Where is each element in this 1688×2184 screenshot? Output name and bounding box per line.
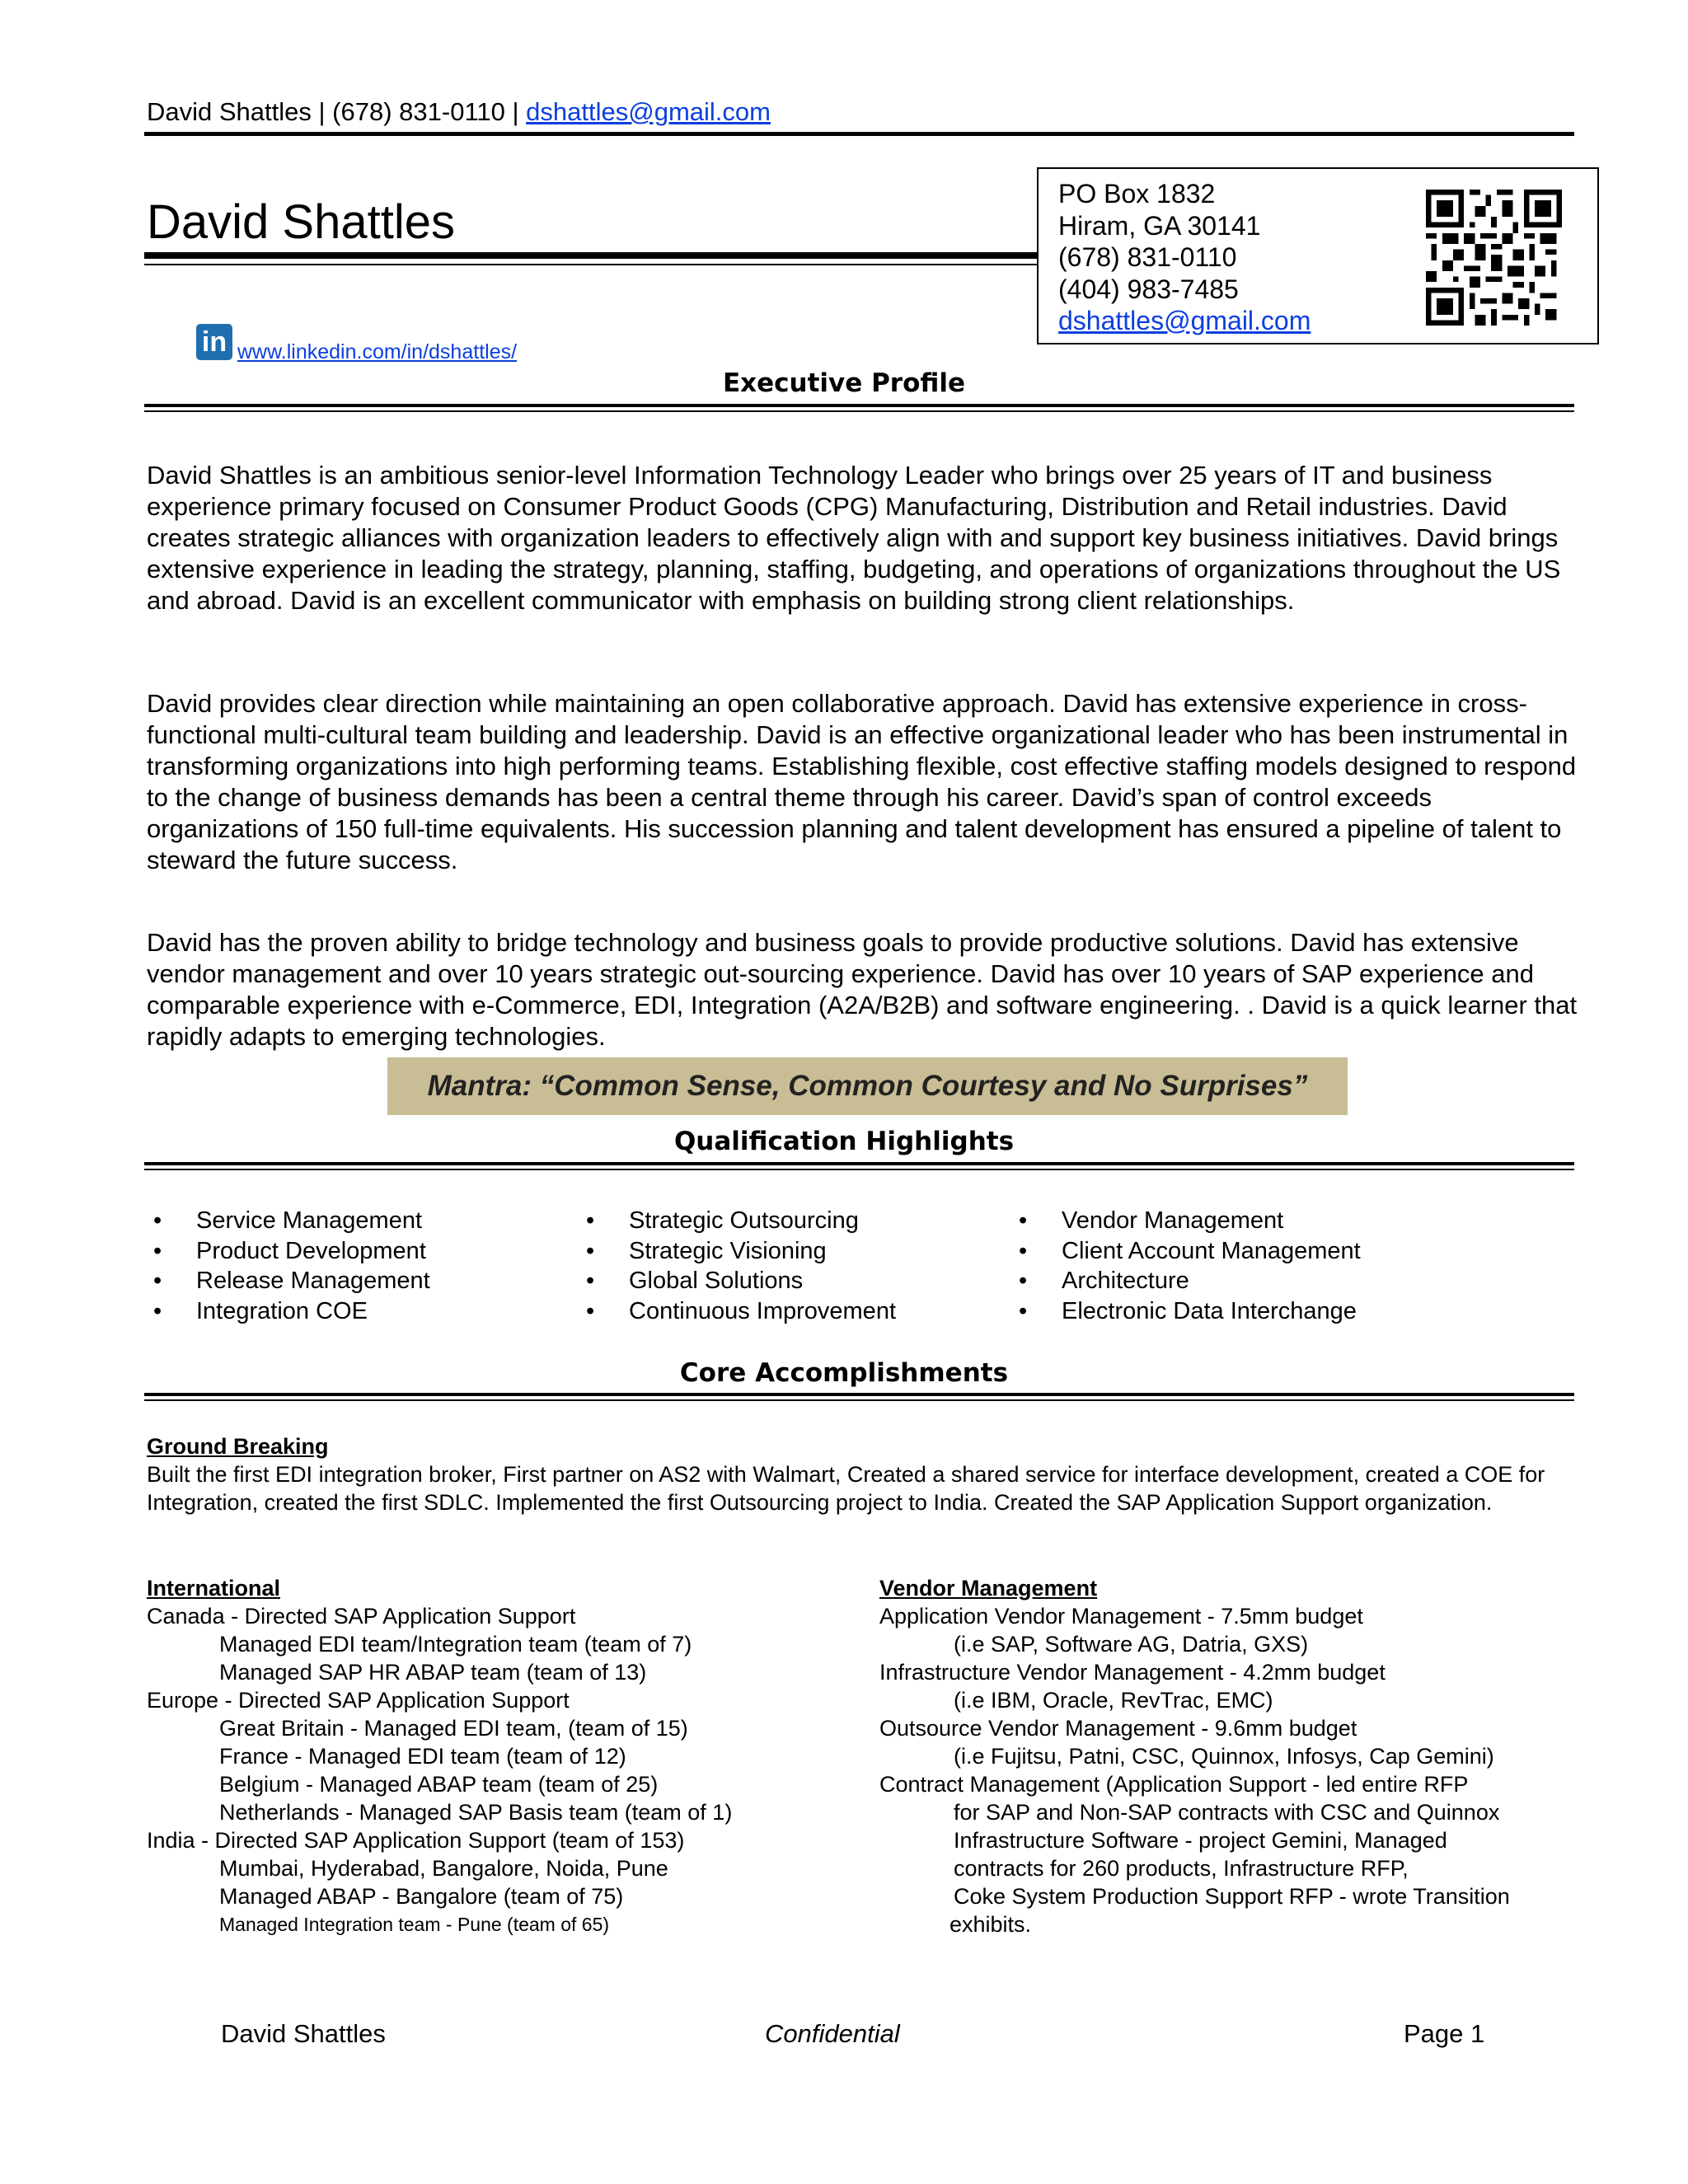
contact-phone-line: (404) 983-7485 (1058, 274, 1239, 304)
vendor-line: Infrastructure Vendor Management - 4.2mm budget (879, 1660, 1386, 1685)
section-rule (144, 1162, 1574, 1165)
profile-paragraph-1: David Shattles is an ambitious senior-level Information Technology Leader who brings over 25 years of IT and business experience primary focused on Consumer Product Goods (CPG) Manufacturing, Distribution and Retail industries. David creates strategic alliances with organization leaders to effectively align with and support key business initiatives. David brings extensive experience in leading the strategy, planning, staffing, budgeting, and operations of organizations throughout the US and abroad. David is an excellent communicator with emphasis on building strong client relationships. (147, 461, 1561, 615)
vendor-line: contracts for 260 products, Infrastructure RFP, (954, 1856, 1409, 1881)
international-block (147, 1574, 732, 1938)
linkedin-link[interactable]: www.linkedin.com/in/dshattles/ (237, 340, 518, 363)
vendor-line: Contract Management (Application Support - led entire RFP (879, 1772, 1469, 1797)
contact-city-line: Hiram, GA 30141 (1058, 210, 1261, 241)
international-line: Belgium - Managed ABAP team (team of 25) (219, 1772, 659, 1797)
vendor-line: (i.e SAP, Software AG, Datria, GXS) (954, 1632, 1309, 1657)
international-line: Managed SAP HR ABAP team (team of 13) (219, 1660, 647, 1685)
qualification-item: • Client Account Management (1012, 1236, 1361, 1267)
qualification-item: • Architecture (1012, 1266, 1361, 1296)
vendor-line: Outsource Vendor Management - 9.6mm budget (879, 1716, 1357, 1741)
footer-name: David Shattles (221, 2019, 386, 2048)
international-line: Managed ABAP - Bangalore (team of 75) (219, 1884, 624, 1909)
qualification-item: • Integration COE (147, 1296, 430, 1327)
qualification-item: • Strategic Outsourcing (579, 1206, 896, 1236)
linkedin-icon[interactable]: in (196, 324, 232, 360)
section-title-core-accomplishments: Core Accomplishments (679, 1358, 1009, 1388)
international-line: France - Managed EDI team (team of 12) (219, 1744, 626, 1769)
header-name: David Shattles (147, 97, 312, 126)
section-title-qualification-highlights: Qualification Highlights (673, 1127, 1015, 1156)
mantra-text: Mantra: “Common Sense, Common Courtesy and No Surprises” (427, 1070, 1308, 1102)
vendor-line: (i.e IBM, Oracle, RevTrac, EMC) (954, 1688, 1273, 1713)
vendor-line: Infrastructure Software - project Gemini, Managed (954, 1828, 1447, 1853)
vendor-line: exhibits. (950, 1912, 1032, 1937)
international-line: Mumbai, Hyderabad, Bangalore, Noida, Pune (219, 1856, 668, 1881)
contact-address-line: PO Box 1832 (1058, 179, 1216, 209)
qualification-item: • Strategic Visioning (579, 1236, 896, 1267)
qr-code-icon (1426, 190, 1562, 326)
vendor-line: Coke System Production Support RFP - wrote Transition (954, 1884, 1510, 1909)
resume-name-title: David Shattles (147, 195, 455, 249)
header-email-link[interactable]: dshattles@gmail.com (526, 97, 771, 126)
international-line: Europe - Directed SAP Application Support (147, 1688, 570, 1713)
vendor-line: for SAP and Non-SAP contracts with CSC and Quinnox (954, 1800, 1500, 1825)
profile-paragraph-2: David provides clear direction while maintaining an open collaborative approach. David has extensive experience in cross-functional multi-cultural team building and leadership. David is an effective organizational leader who has been instrumental in transforming organizations into high performing teams. Establishing flexible, cost effective staffing models designed to respond to the change of business demands has been a central theme through his career. David’s span of control exceeds organizations of 150 full-time equivalents. His succession planning and talent development has ensured a pipeline of talent to steward the future success. (147, 689, 1577, 874)
ground-breaking-block (147, 1432, 1581, 1516)
qualification-item: • Global Solutions (579, 1266, 896, 1296)
section-rule-thin (144, 1399, 1574, 1401)
contact-email-link[interactable]: dshattles@gmail.com (1058, 306, 1311, 335)
header-rule (144, 132, 1574, 136)
qualification-column-3 (1012, 1206, 1361, 1326)
name-rule-thick (144, 252, 1039, 259)
vendor-management-block (879, 1574, 1510, 1938)
international-line: India - Directed SAP Application Support (team of 153) (147, 1828, 685, 1853)
qualification-item: • Release Management (147, 1266, 430, 1296)
vendor-line: Application Vendor Management - 7.5mm budget (879, 1604, 1363, 1629)
contact-phone-line: (678) 831-0110 (1058, 242, 1237, 272)
name-rule-thin (144, 264, 1039, 265)
section-rule-thin (144, 410, 1574, 412)
international-line: Managed EDI team/Integration team (team of 7) (219, 1632, 692, 1657)
qualification-item: • Vendor Management (1012, 1206, 1361, 1236)
international-line: Netherlands - Managed SAP Basis team (team of 1) (219, 1800, 733, 1825)
qualification-item: • Product Development (147, 1236, 430, 1267)
international-line: Canada - Directed SAP Application Support (147, 1604, 576, 1629)
header-phone: (678) 831-0110 (332, 97, 505, 126)
footer-page-number: Page 1 (1404, 2019, 1485, 2048)
contact-details (1058, 178, 1311, 337)
qualification-column-1 (147, 1206, 430, 1326)
profile-paragraph-3: David has the proven ability to bridge technology and business goals to provide productive solutions. David has extensive vendor management and over 10 years strategic out-sourcing experience. David has over 10 years of SAP experience and comparable experience with e-Commerce, EDI, Integration (A2A/B2B) and software engineering. . David is a quick learner that rapidly adapts to emerging technologies. (147, 928, 1578, 1051)
section-rule (144, 1393, 1574, 1396)
header-separator: | (311, 97, 333, 126)
header-separator: | (504, 97, 527, 126)
ground-breaking-text: Built the first EDI integration broker, First partner on AS2 with Walmart, Created a shared service for interface development, created a COE for Integration, created the first SDLC. Implemented the first Outsourcing project to India. Created the SAP Application Support organization. (147, 1462, 1545, 1515)
top-header (147, 97, 771, 127)
international-line: Great Britain - Managed EDI team, (team of 15) (219, 1716, 688, 1741)
section-title-executive-profile: Executive Profile (722, 368, 966, 398)
footer-confidential: Confidential (765, 2019, 900, 2048)
section-rule (144, 404, 1574, 407)
qualification-item: • Continuous Improvement (579, 1296, 896, 1327)
qualification-column-2 (579, 1206, 896, 1326)
qualification-item: • Electronic Data Interchange (1012, 1296, 1361, 1327)
section-rule-thin (144, 1169, 1574, 1170)
international-title: International (147, 1576, 281, 1601)
vendor-management-title: Vendor Management (879, 1576, 1098, 1601)
ground-breaking-title: Ground Breaking (147, 1434, 329, 1459)
qualification-item: • Service Management (147, 1206, 430, 1236)
vendor-line: (i.e Fujitsu, Patni, CSC, Quinnox, Infosys, Cap Gemini) (954, 1744, 1494, 1769)
international-line: Managed Integration team - Pune (team of 65) (219, 1914, 610, 1935)
